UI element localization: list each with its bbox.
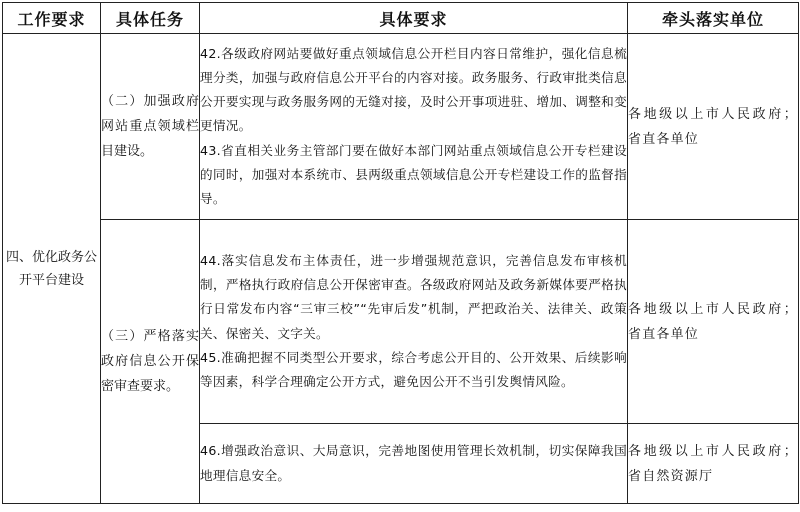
table-row bbox=[3, 220, 799, 424]
requirement-item: 43.省直相关业务主管部门要在做好本部门网站重点领域信息公开专栏建设的同时，加强对本系统市、县两级重点领域信息公开专栏建设工作的监督指导。 bbox=[200, 142, 627, 206]
task-table bbox=[2, 2, 799, 504]
requirement-item: 45.准确把握不同类型公开要求，综合考虑公开目的、公开效果、后续影响等因素，科学合理确定公开方式，避免因公开不当引发舆情风险。 bbox=[200, 349, 627, 389]
header-row bbox=[3, 3, 799, 34]
table-row bbox=[3, 34, 799, 220]
header-unit: 牵头落实单位 bbox=[628, 3, 799, 34]
requirement-cell bbox=[200, 34, 628, 220]
work-area-cell: 四、优化政务公开平台建设 bbox=[3, 34, 101, 504]
requirement-cell bbox=[200, 424, 628, 504]
header-work: 工作要求 bbox=[3, 3, 101, 34]
header-requirement: 具体要求 bbox=[200, 3, 628, 34]
requirement-cell bbox=[200, 220, 628, 424]
requirement-item: 44.落实信息发布主体责任，进一步增强规范意识，完善信息发布审核机制，严格执行政府信息公开保密审查。各级政府网站及政务新媒体要严格执行日常发布内容“三审三校”“先审后发”机制，严把政治关、法律关、政策关、保密关、文字关。 bbox=[200, 252, 627, 341]
task-cell: （二）加强政府网站重点领域栏目建设。 bbox=[101, 34, 200, 220]
unit-cell: 各地级以上市人民政府；省自然资源厅 bbox=[628, 424, 799, 504]
requirement-item: 42.各级政府网站要做好重点领域信息公开栏目内容日常维护，强化信息梳理分类，加强与政府信息公开平台的内容对接。政务服务、行政审批类信息公开要实现与政务服务网的无缝对接，及时公开事项进驻、增加、调整和变更情况。 bbox=[200, 45, 627, 134]
header-task: 具体任务 bbox=[101, 3, 200, 34]
unit-cell: 各地级以上市人民政府；省直各单位 bbox=[628, 34, 799, 220]
task-cell: （三）严格落实政府信息公开保密审查要求。 bbox=[101, 220, 200, 504]
requirement-item: 46.增强政治意识、大局意识，完善地图使用管理长效机制，切实保障我国地理信息安全。 bbox=[200, 443, 627, 483]
unit-cell: 各地级以上市人民政府；省直各单位 bbox=[628, 220, 799, 424]
